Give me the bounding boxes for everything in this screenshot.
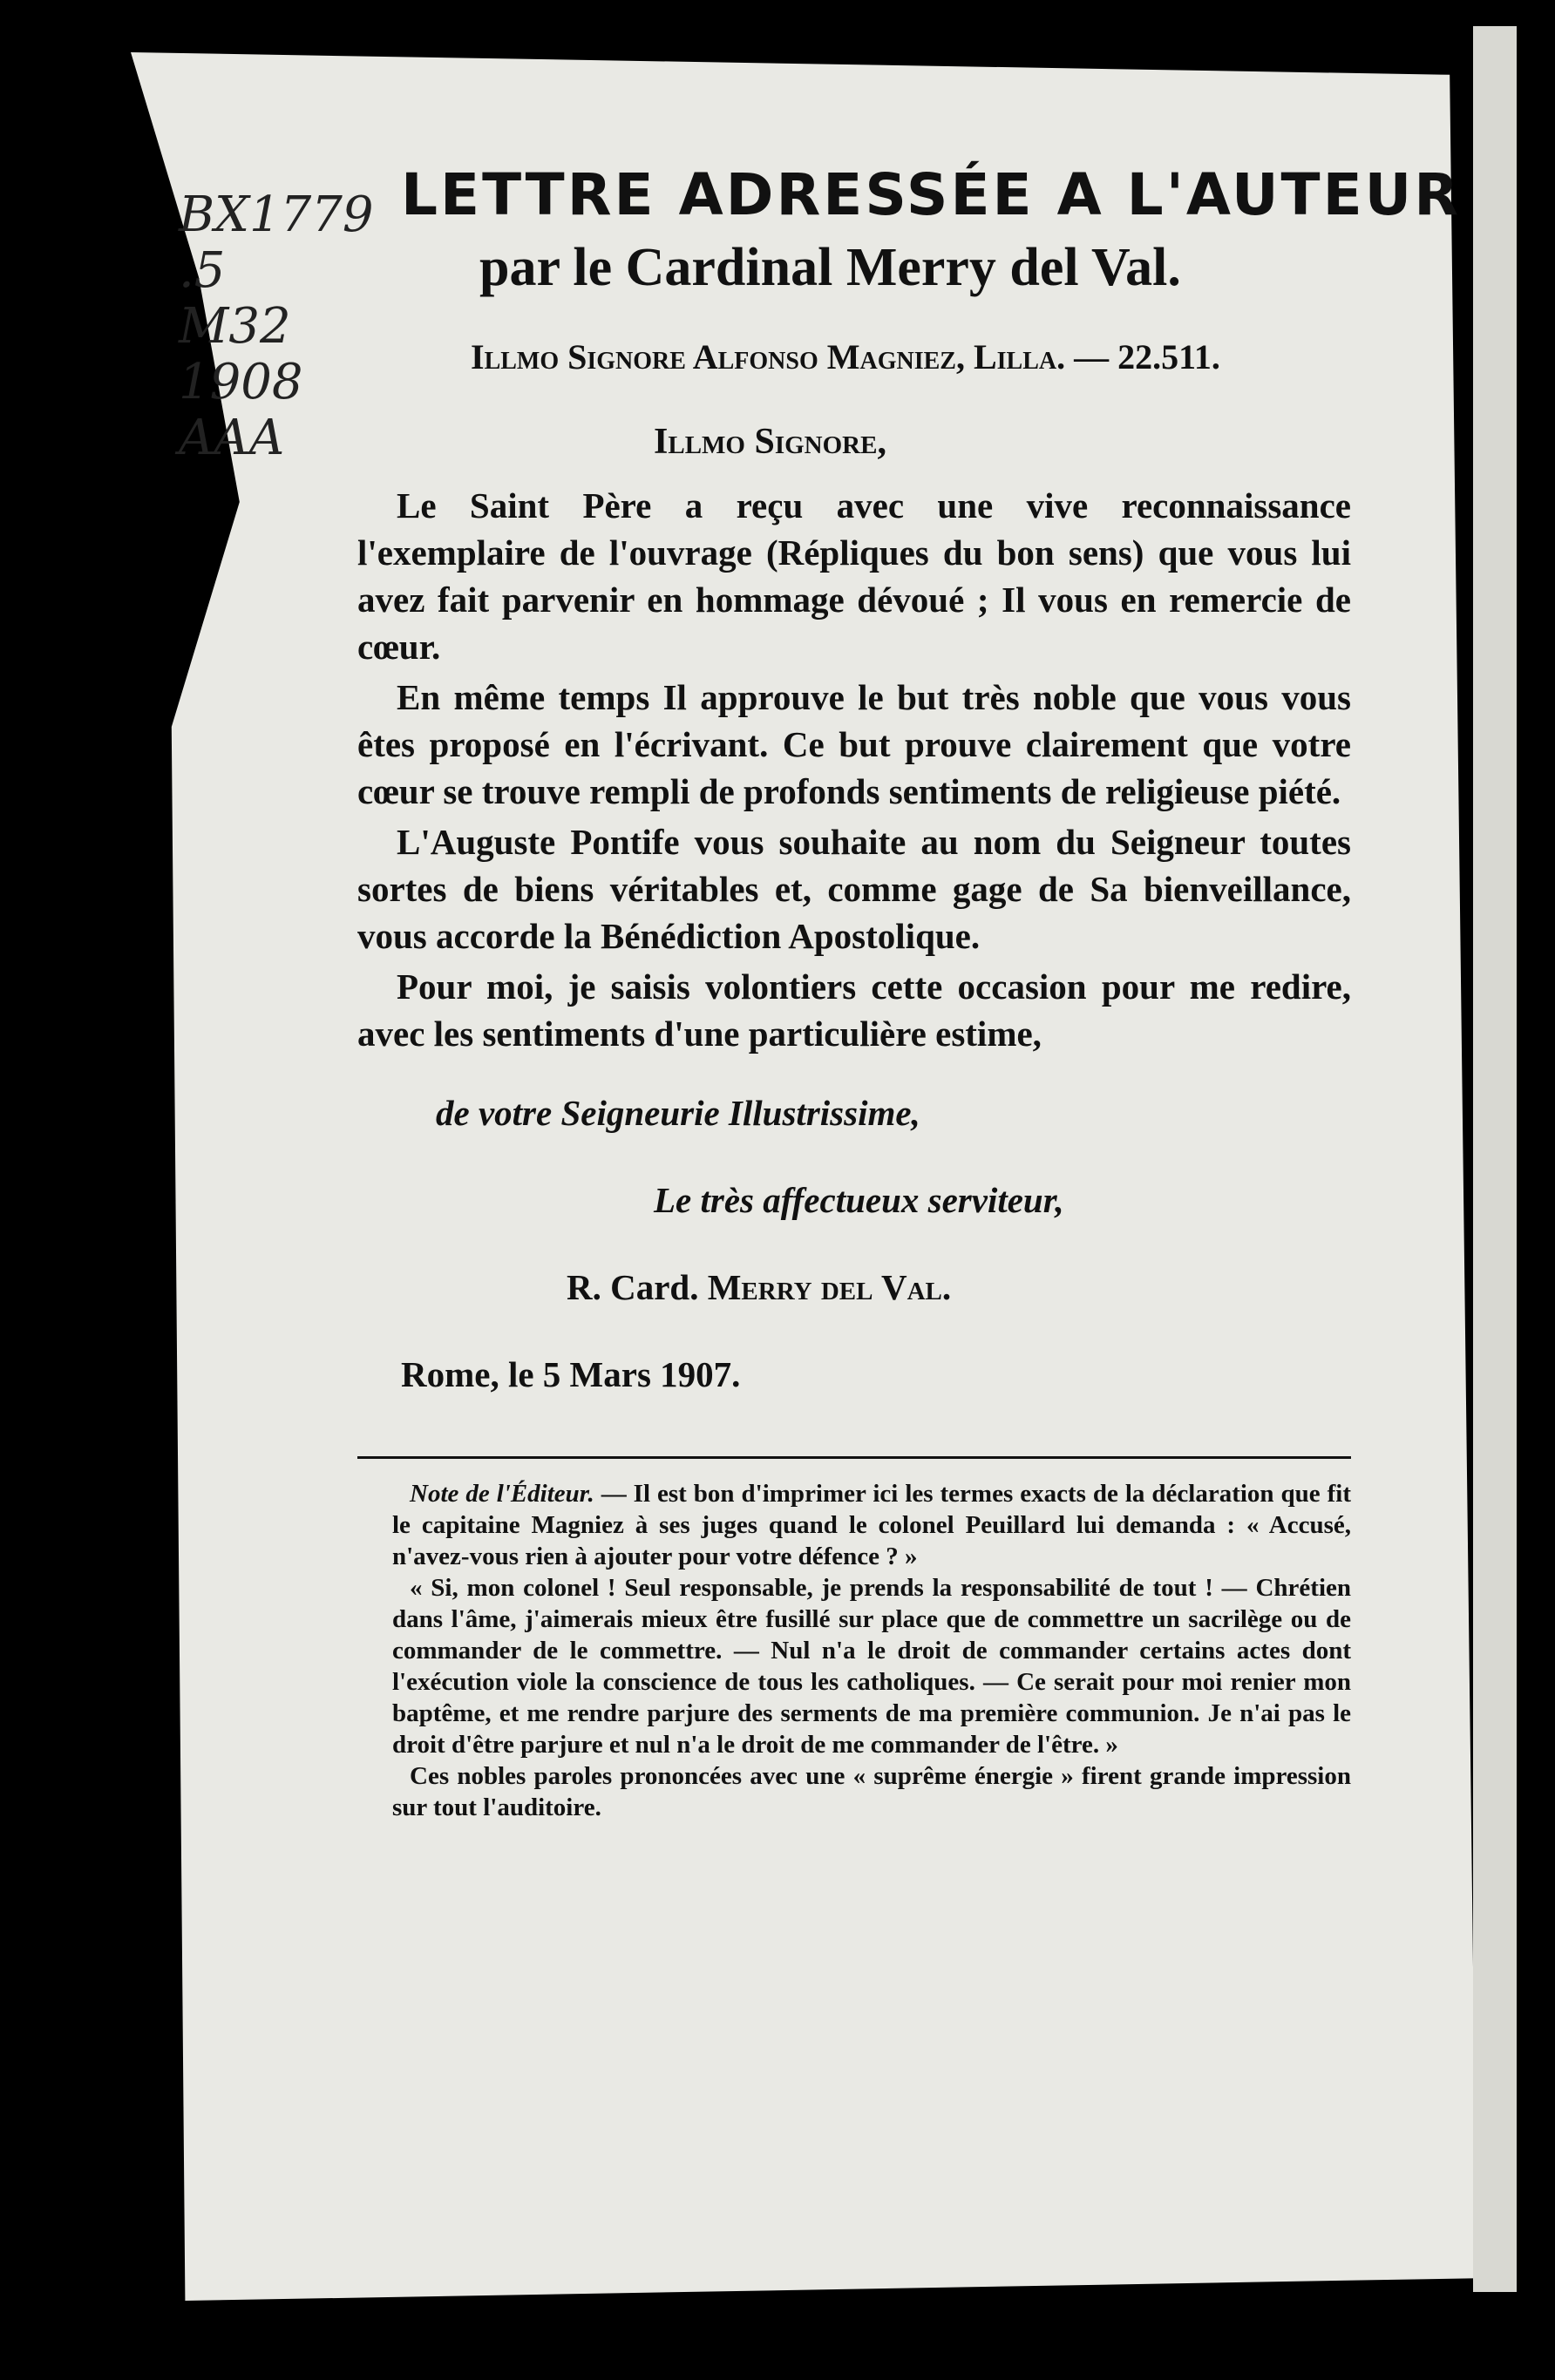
place-date: Rome, le 5 Mars 1907. — [401, 1354, 741, 1394]
signature — [567, 1266, 1351, 1308]
call-number-line: M32 — [179, 298, 291, 355]
paragraph: Le Saint Père a reçu avec une vive reconnaissance l'exemplaire de l'ouvrage (Répliques du bon sens) que vous lui avez fait parvenir en hommage dévoué ; Il vous en remercie de cœur. — [357, 485, 1351, 667]
editor-note — [392, 1478, 1351, 1823]
note-paragraph — [392, 1478, 1351, 1572]
letter-body — [357, 161, 1462, 1823]
call-number-line: BX1779 — [179, 186, 374, 243]
footnote-divider — [357, 1456, 1351, 1459]
note-lead: Note de l'Éditeur. — [410, 1480, 594, 1508]
signature-name: Merry del Val. — [707, 1267, 952, 1307]
call-number-line: 1908 — [179, 354, 303, 410]
salutation: Illmo Signore, — [654, 422, 886, 462]
note-paragraph: Ces nobles paroles prononcées avec une « suprême énergie » firent grande impression sur tout l'auditoire. — [392, 1762, 1351, 1821]
closing-line: de votre Seigneurie Illustrissime, — [436, 1093, 920, 1133]
note-text: — Il est bon d'imprimer ici les termes exacts de la déclaration que fit le capitaine Magniez à ses juges quand le colonel Peuillard lui demanda : « Accusé, n'avez-vous rien à ajouter pour votre défence ? » — [392, 1480, 1351, 1570]
address-line: Illmo Signore Alfonso Magniez, Lilla. — 22.511. — [471, 337, 1220, 376]
adjacent-page-edge — [1473, 26, 1517, 2292]
note-paragraph: « Si, mon colonel ! Seul responsable, je prends la responsabilité de tout ! — Chrétien dans l'âme, j'aimerais mieux être fusillé sur place que de commettre un sacrilège ou de commander de le commettre. — Nul n'a le droit de commander certains actes dont l'exécution viole la conscience de tous les catholiques. — Ce serait pour moi renier mon baptême, et me rendre parjure des serments de ma première communion. Je n'ai pas le droit d'être parjure et nul n'a le droit de me commander de l'être. » — [392, 1574, 1351, 1759]
paragraph: Pour moi, je saisis volontiers cette occasion pour me redire, avec les sentiments d'une particulière estime, — [357, 966, 1351, 1054]
paragraph: L'Auguste Pontife vous souhaite au nom du Seigneur toutes sortes de biens véritables et, comme gage de Sa bienveillance, vous accorde la Bénédiction Apostolique. — [357, 822, 1351, 956]
call-number-line: .5 — [179, 242, 226, 299]
letter-title: LETTRE ADRESSÉE A L'AUTEUR — [401, 161, 1462, 228]
letter-subtitle: par le Cardinal Merry del Val. — [479, 238, 1181, 297]
call-number-line: AAA — [179, 410, 285, 466]
closing-line: Le très affectueux serviteur, — [654, 1180, 1064, 1220]
paragraph: En même temps Il approuve le but très noble que vous vous êtes proposé en l'écrivant. Ce but prouve clairement que votre cœur se trouve rempli de profonds sentiments de religieuse piété. — [357, 677, 1351, 811]
signature-prefix: R. Card. — [567, 1267, 699, 1307]
handwritten-call-number — [179, 186, 374, 466]
